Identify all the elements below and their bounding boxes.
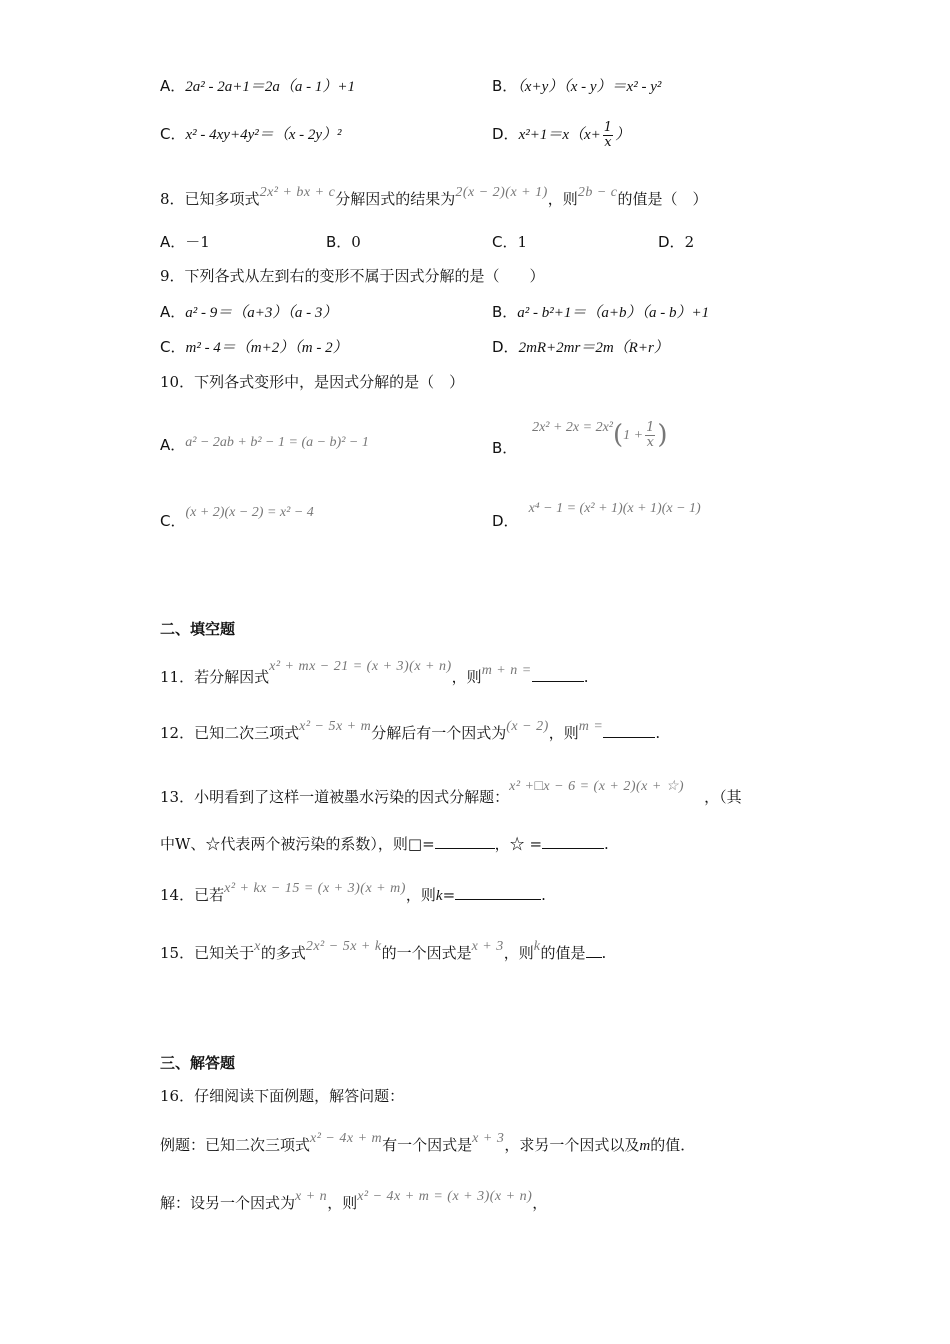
question-stem: 若分解因式 <box>194 668 270 686</box>
math-expression: 2b − c <box>577 185 618 200</box>
fraction <box>603 121 613 150</box>
math-expression: 2x² + bx + c <box>259 185 336 200</box>
question-stem: 小明看到了这样一道被墨水污染的因式分解题： <box>194 788 510 806</box>
option-label: B． <box>492 303 518 321</box>
option-label: C． <box>160 338 186 356</box>
q7-option-d[interactable] <box>492 118 630 151</box>
section-title: 二、填空题 <box>160 620 236 638</box>
option-label: B． <box>326 233 352 251</box>
section-title: 三、解答题 <box>160 1054 236 1072</box>
q7-option-c[interactable] <box>160 124 342 145</box>
fraction-numerator: 1 <box>603 119 613 135</box>
math-expression: a² − 2ab + b² − 1 = (a − b)² − 1 <box>185 435 369 450</box>
math-expression: m = <box>578 719 604 734</box>
q9-option-a[interactable] <box>160 302 337 323</box>
question-end: . <box>541 886 546 904</box>
variable: k <box>435 888 443 904</box>
question-number: 11． <box>160 668 195 686</box>
math-expression: (x − 2) <box>506 719 549 734</box>
question-number: 15． <box>160 944 195 962</box>
question-8 <box>160 178 708 214</box>
question-stem: 的多式 <box>260 944 306 962</box>
question-14 <box>160 872 546 913</box>
answer-blank[interactable] <box>532 667 584 682</box>
question-stem: 已知多项式 <box>184 190 260 208</box>
question-stem: = <box>442 886 456 904</box>
math-expression: x + 3 <box>471 939 504 954</box>
question-16 <box>160 1086 404 1106</box>
math-expression: x² − 4x + m = (x + 3)(x + n) <box>357 1189 533 1204</box>
question-10 <box>160 372 464 392</box>
solution-text: 解：设另一个因式为 <box>160 1194 296 1212</box>
example-text: 的值． <box>650 1136 696 1154</box>
option-text: a² - b²+1＝（a+b）（a - b）+1 <box>517 305 710 321</box>
q8-option-d[interactable] <box>658 232 694 252</box>
option-label: D． <box>658 233 685 251</box>
math-expression: 2x² + 2x = 2x² <box>532 420 614 435</box>
question-stem: 已若 <box>194 886 225 904</box>
question-stem: 的值是（ ） <box>617 190 708 208</box>
answer-blank[interactable] <box>586 943 602 958</box>
question-stem: 已知关于 <box>194 944 255 962</box>
q16-example <box>160 1122 695 1163</box>
question-end: . <box>583 668 589 686</box>
question-number: 14． <box>160 886 195 904</box>
question-number: 8． <box>160 190 185 208</box>
question-stem: 中W、☆代表两个被污染的系数），则□= <box>160 835 435 853</box>
option-text: x²+1＝x（x+ <box>518 127 601 143</box>
math-expression: x² + mx − 21 = (x + 3)(x + n) <box>269 659 452 674</box>
question-15 <box>160 930 606 970</box>
left-paren-icon: ( <box>613 420 624 450</box>
option-text: 0 <box>351 233 361 251</box>
option-label: A． <box>160 77 186 95</box>
right-paren-icon: ) <box>657 420 668 450</box>
option-label: A． <box>160 436 186 454</box>
question-stem: 分解后有一个因式为 <box>371 724 507 742</box>
option-text: x² - 4xy+4y²＝（x - 2y）² <box>185 127 342 143</box>
question-stem: 仔细阅读下面例题，解答问题： <box>194 1087 405 1105</box>
option-label: D． <box>492 512 519 530</box>
option-text: （x+y）（x - y）＝x² - y² <box>517 79 662 95</box>
math-expression: 1 + <box>623 428 644 443</box>
question-13-line-2 <box>160 834 609 854</box>
solution-text: ， <box>532 1194 548 1212</box>
option-label: C． <box>160 512 186 530</box>
q16-solution <box>160 1180 547 1220</box>
option-label: A． <box>160 303 186 321</box>
option-label: D． <box>492 125 519 143</box>
math-expression: x² + kx − 15 = (x + 3)(x + m) <box>224 881 406 896</box>
option-label: C． <box>160 125 186 143</box>
answer-blank-star[interactable] <box>542 834 604 849</box>
question-end: . <box>655 724 661 742</box>
option-text: －1 <box>185 233 210 251</box>
q10-option-a[interactable] <box>160 430 369 458</box>
question-stem: ，☆ = <box>494 835 543 853</box>
question-number: 13． <box>160 788 195 806</box>
fraction <box>645 421 655 450</box>
option-text-end: ） <box>615 127 631 143</box>
question-12 <box>160 710 660 750</box>
option-label: D． <box>492 338 519 356</box>
q10-option-c[interactable] <box>160 500 314 534</box>
q8-option-b[interactable] <box>326 232 361 252</box>
math-expression: 2(x − 2)(x + 1) <box>455 185 548 200</box>
option-text: m² - 4＝（m+2）（m - 2） <box>185 340 348 356</box>
fraction-denominator: x <box>646 434 654 450</box>
math-expression: m + n = <box>481 663 532 678</box>
option-text: 2 <box>684 233 695 251</box>
option-label: B． <box>492 77 518 95</box>
question-stem: 的值是 <box>540 944 586 962</box>
q8-option-c[interactable] <box>492 232 527 252</box>
q7-option-b[interactable] <box>492 76 661 97</box>
question-number: 10． <box>160 373 195 391</box>
q8-option-a[interactable] <box>160 232 210 252</box>
q9-option-c[interactable] <box>160 337 348 358</box>
option-text: 1 <box>517 233 528 251</box>
math-expression: k <box>533 939 541 954</box>
math-expression: 2x² − 5x + k <box>305 939 382 954</box>
math-expression: x² − 4x + m <box>310 1131 383 1146</box>
math-expression: x + 3 <box>472 1131 505 1146</box>
answer-blank[interactable] <box>603 723 655 738</box>
example-text: 有一个因式是 <box>382 1136 473 1154</box>
question-end: . <box>601 944 607 962</box>
question-stem: 分解因式的结果为 <box>335 190 456 208</box>
question-9 <box>160 266 545 286</box>
option-label: B． <box>492 439 518 457</box>
fraction-numerator: 1 <box>646 419 655 435</box>
fraction-denominator: x <box>604 134 612 150</box>
q10-option-b[interactable] <box>492 405 668 471</box>
question-stem: 下列各式从左到右的变形不属于因式分解的是（ ） <box>184 267 545 285</box>
question-11 <box>160 650 588 694</box>
q7-option-a[interactable] <box>160 76 355 97</box>
math-expression: (x + 2)(x − 2) = x² − 4 <box>185 505 314 520</box>
answer-blank-square[interactable] <box>435 834 495 849</box>
example-text: 例题：已知二次三项式 <box>160 1136 311 1154</box>
math-expression: x⁴ − 1 = (x² + 1)(x + 1)(x − 1) <box>528 501 701 516</box>
q9-option-b[interactable] <box>492 302 709 323</box>
math-expression: x <box>254 939 261 954</box>
question-end: . <box>604 835 609 853</box>
option-text: 2mR+2mr＝2m（R+r） <box>518 340 669 356</box>
math-expression: x² +□x − 6 = (x + 2)(x + ☆) <box>509 779 685 794</box>
question-stem: ，则 <box>451 668 482 686</box>
math-expression: x² − 5x + m <box>299 719 372 734</box>
question-number: 16． <box>160 1087 195 1105</box>
option-text: 2a² - 2a+1＝2a（a - 1）+1 <box>185 79 355 95</box>
option-label: C． <box>492 233 518 251</box>
question-stem: ，（其 <box>704 788 742 806</box>
question-stem: ，则 <box>547 190 578 208</box>
option-label: A． <box>160 233 186 251</box>
question-stem: ，则 <box>405 886 436 904</box>
solution-text: ，则 <box>327 1194 358 1212</box>
q10-option-d[interactable] <box>492 494 701 536</box>
question-number: 9． <box>160 267 185 285</box>
variable: m <box>639 1138 651 1154</box>
math-expression: x + n <box>295 1189 328 1204</box>
question-stem: ，则 <box>548 724 579 742</box>
option-text: a² - 9＝（a+3）（a - 3） <box>185 305 338 321</box>
question-stem: 下列各式变形中，是因式分解的是（ ） <box>194 373 465 391</box>
question-13 <box>160 770 742 814</box>
question-stem: 已知二次三项式 <box>194 724 300 742</box>
question-stem: 的一个因式是 <box>381 944 472 962</box>
question-stem: ，则 <box>503 944 534 962</box>
q9-option-d[interactable] <box>492 337 669 358</box>
question-number: 12． <box>160 724 195 742</box>
answer-blank[interactable] <box>455 885 541 900</box>
example-text: ，求另一个因式以及 <box>504 1136 640 1154</box>
